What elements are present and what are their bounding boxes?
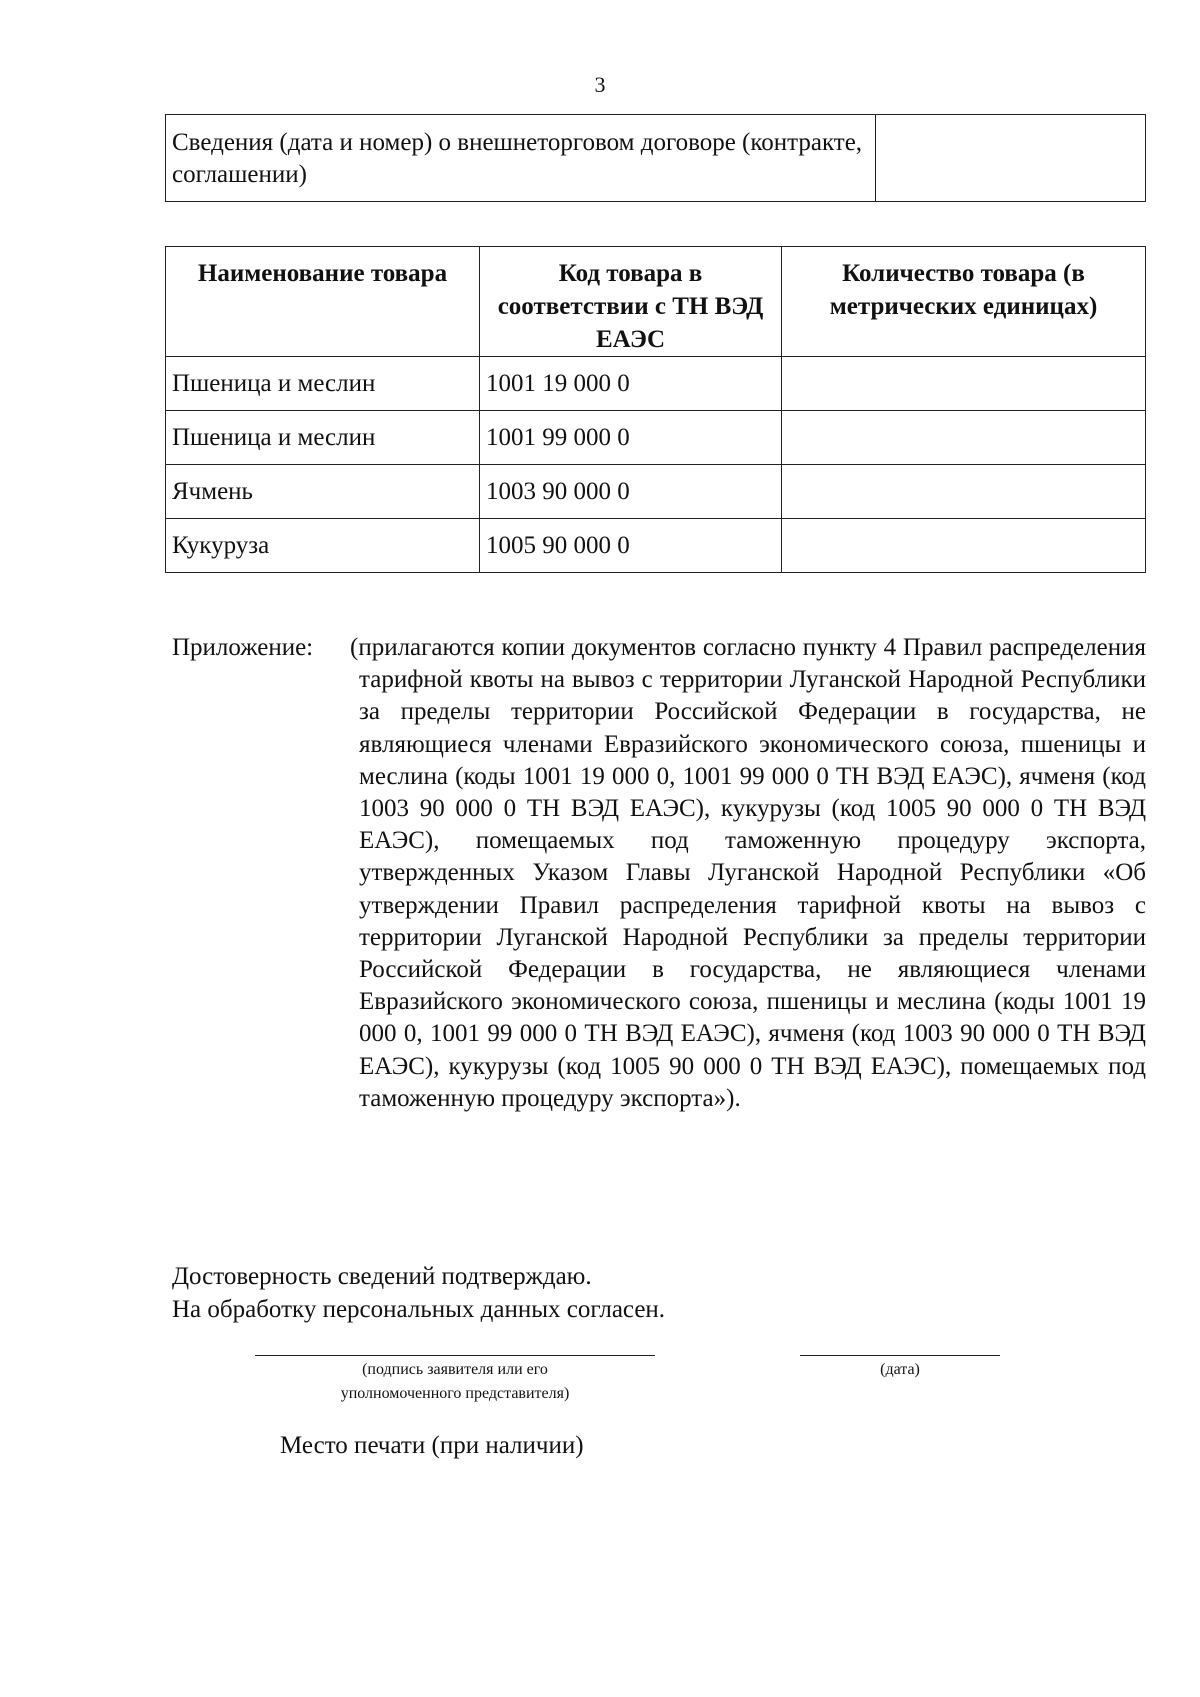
header-product-code: Код товара в соответствии с ТН ВЭД ЕАЭС — [480, 247, 782, 357]
product-name-cell: Пшеница и меслин — [166, 357, 480, 411]
signature-caption-line: (подпись заявителя или его — [362, 1361, 548, 1378]
contract-info-value — [876, 115, 1146, 202]
header-product-name: Наименование товара — [166, 247, 480, 357]
product-quantity-cell — [782, 519, 1146, 573]
table-row — [166, 115, 1146, 202]
consent-line: На обработку персональных данных согласен. — [172, 1296, 666, 1323]
goods-table-header-row — [166, 247, 1146, 357]
product-code-cell: 1003 90 000 0 — [480, 465, 782, 519]
date-caption: (дата) — [880, 1361, 920, 1378]
signature-caption-line: уполномоченного представителя) — [340, 1385, 570, 1402]
product-code-cell: 1001 19 000 0 — [480, 357, 782, 411]
product-quantity-cell — [782, 357, 1146, 411]
signature-caption — [255, 1358, 655, 1406]
confirmation-block — [172, 1260, 665, 1326]
contract-info-label: Сведения (дата и номер) о внешнеторговом договоре (контракте, соглашении) — [166, 115, 876, 202]
product-name-cell: Кукуруза — [166, 519, 480, 573]
table-row — [166, 357, 1146, 411]
table-row — [166, 411, 1146, 465]
attachment-text: (прилагаются копии документов согласно пункту 4 Правил распределения тарифной квоты на вывоз с территории Луганской Народной Республики за пределы территории Российской Федерации в государства, не являющиеся членами Евразийского экономического союза, пшеницы и меслина (коды 1001 19 000 0, 1001 99 000 0 ТН ВЭД ЕАЭС), ячменя (код 1003 90 000 0 ТН ВЭД ЕАЭС), кукурузы (код 1005 90 000 0 ТН ВЭД ЕАЭС), помещаемых под таможенную процедуру экспорта, утвержденных Указом Главы Луганской Народной Республики «Об утверждении Правил распределения тарифной квоты на вывоз с территории Луганской Народной Республики за пределы территории Российской Федерации в государства, не являющиеся членами Евразийского экономического союза, пшеницы и меслина (коды 1001 19 000 0, 1001 99 000 0 ТН ВЭД ЕАЭС), ячменя (код 1003 90 000 0 ТН ВЭД ЕАЭС), кукурузы (код 1005 90 000 0 ТН ВЭД ЕАЭС), помещаемых под таможенную процедуру экспорта»). — [350, 634, 1146, 1112]
product-quantity-cell — [782, 465, 1146, 519]
goods-table — [165, 246, 1146, 573]
table-row — [166, 465, 1146, 519]
confirmation-line: Достоверность сведений подтверждаю. — [172, 1263, 592, 1290]
contract-info-table — [165, 114, 1146, 202]
product-code-cell: 1005 90 000 0 — [480, 519, 782, 573]
attachment-label: Приложение: — [172, 634, 314, 661]
table-row — [166, 519, 1146, 573]
page-number: 3 — [594, 72, 606, 97]
date-line — [800, 1355, 1000, 1356]
product-quantity-cell — [782, 411, 1146, 465]
stamp-place: Место печати (при наличии) — [280, 1432, 584, 1459]
product-name-cell: Пшеница и меслин — [166, 411, 480, 465]
product-name-cell: Ячмень — [166, 465, 480, 519]
attachment-section — [172, 632, 1146, 1115]
signature-line — [255, 1355, 655, 1356]
product-code-cell: 1001 99 000 0 — [480, 411, 782, 465]
header-product-quantity: Количество товара (в метрических единицах) — [782, 247, 1146, 357]
